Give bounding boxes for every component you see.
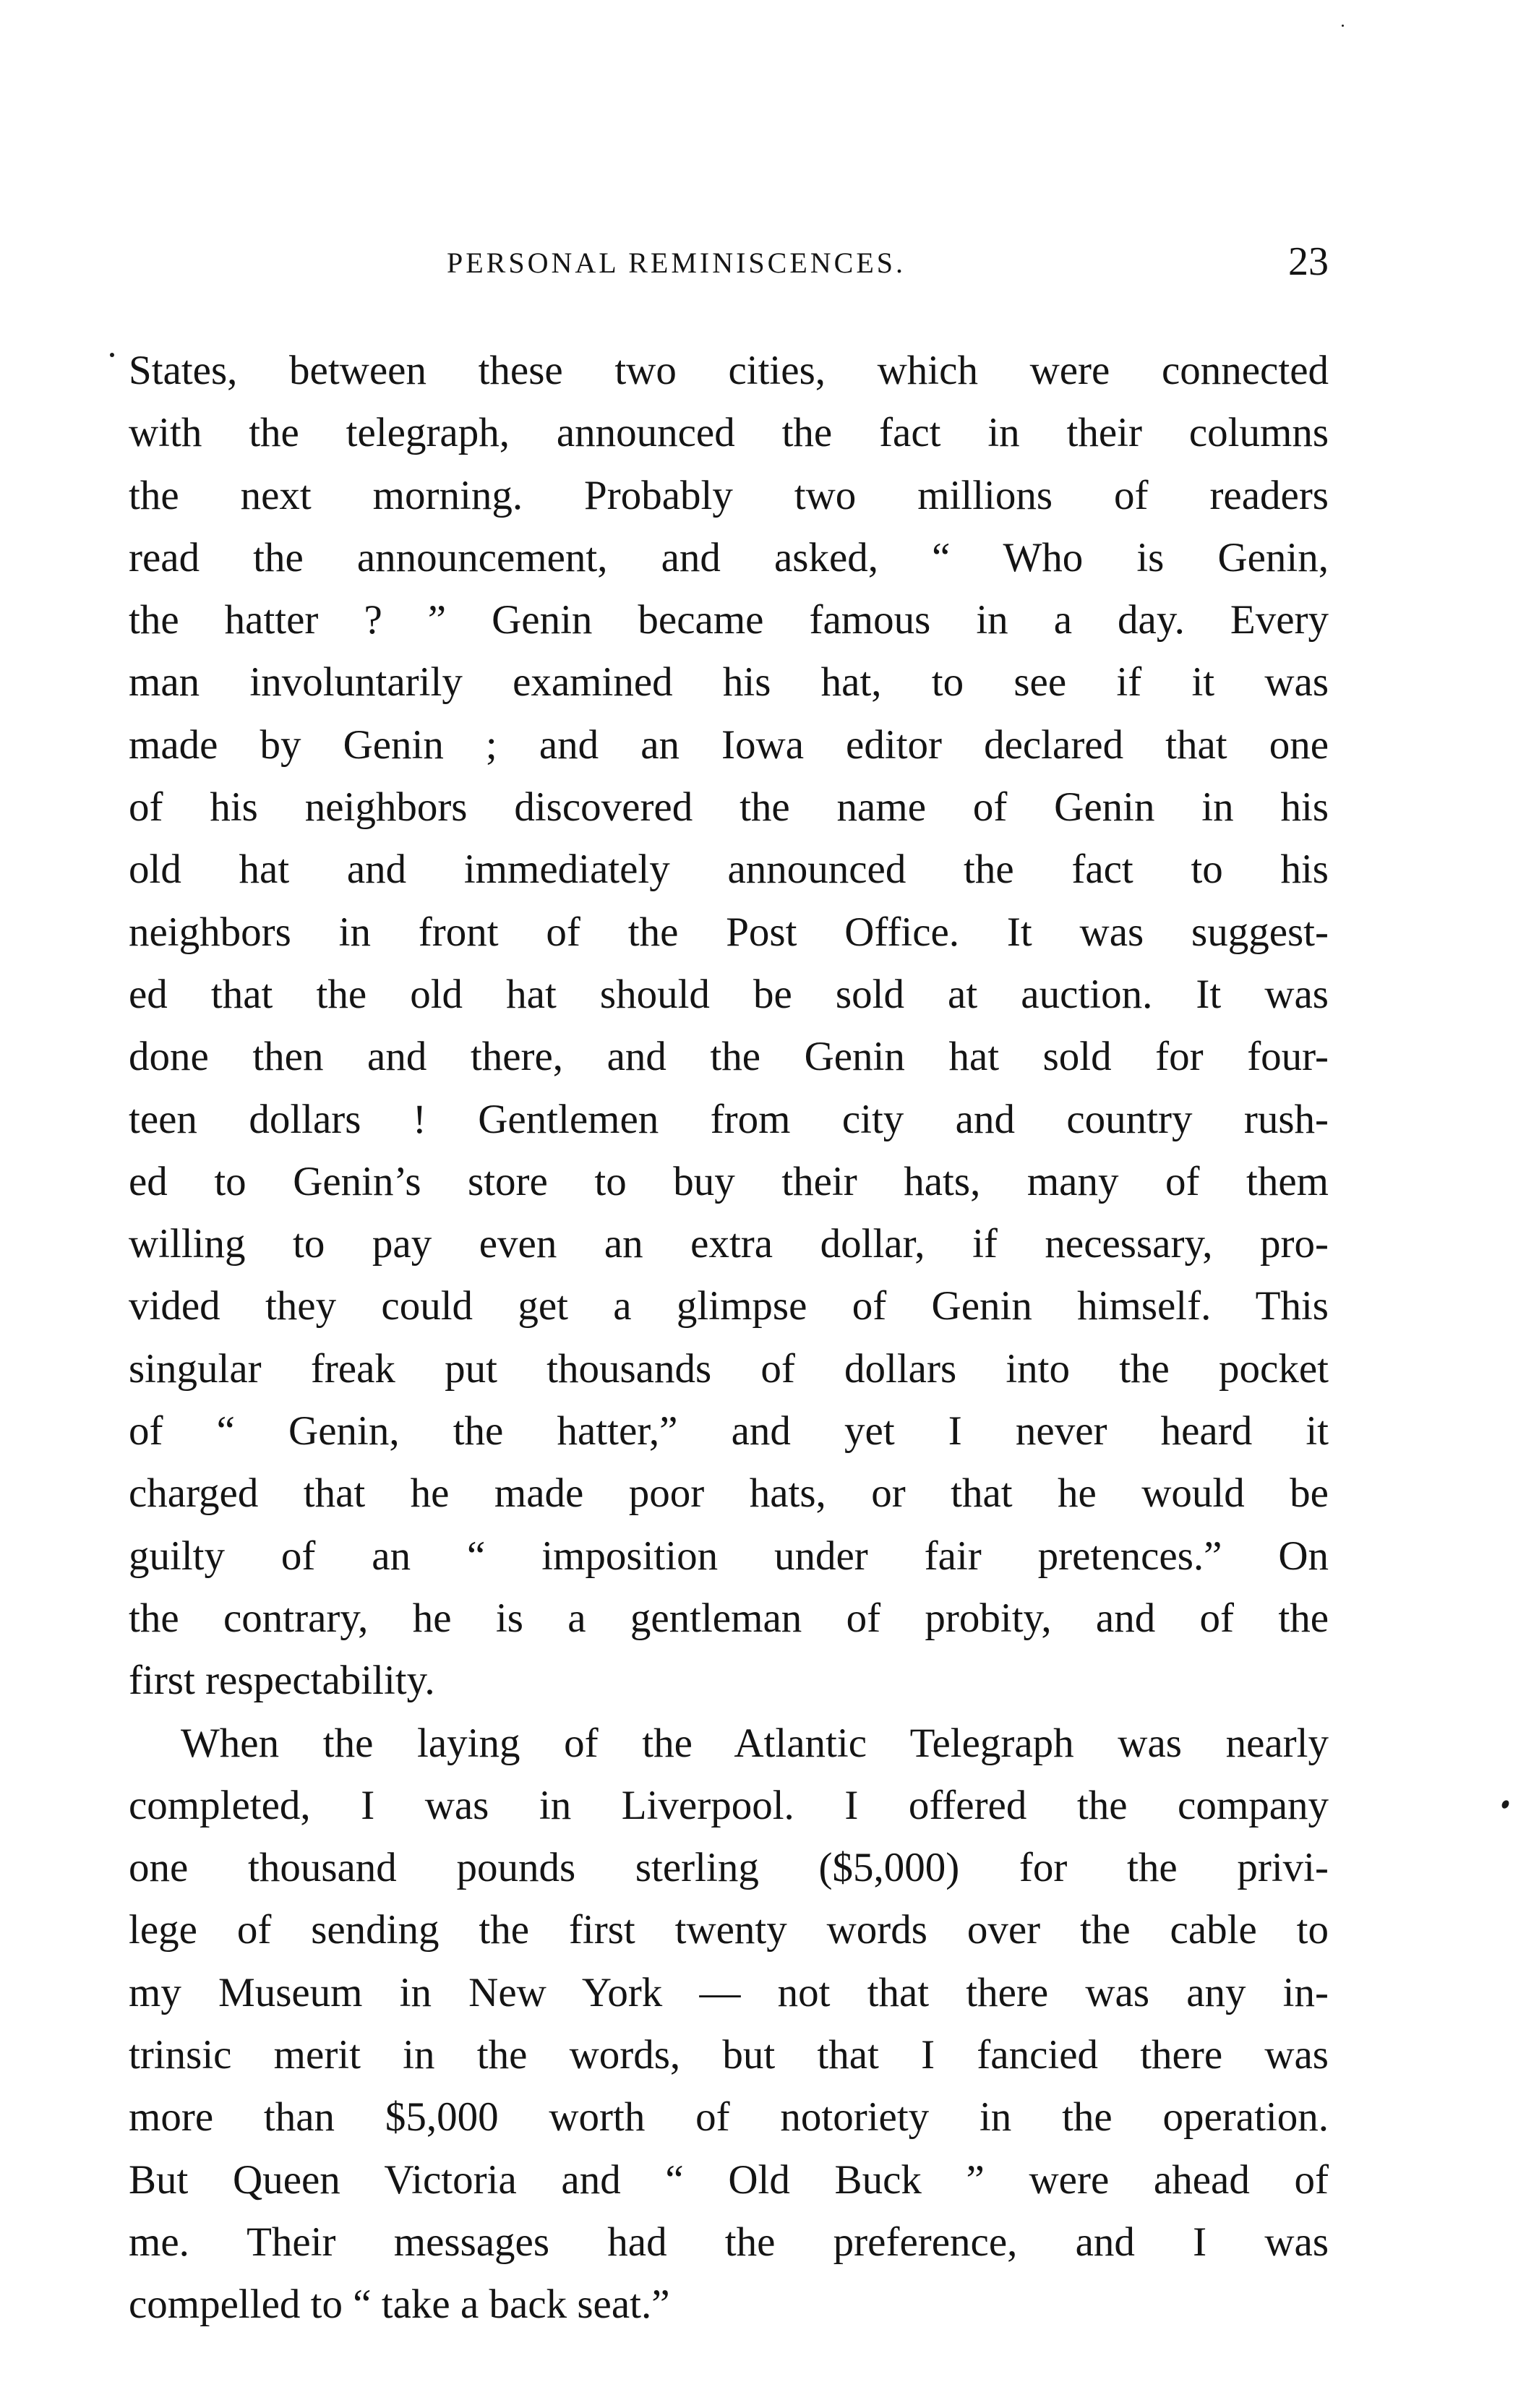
page-number: 23 [1288,239,1329,284]
text-line: the contrary, he is a gentleman of probity, and of the [129,1595,1329,1641]
text-line: lege of sending the first twenty words over the cable to [129,1907,1329,1953]
text-line: made by Genin ; and an Iowa editor declared that one [129,721,1329,768]
text-line: man involuntarily examined his hat, to see if it was [129,659,1329,706]
text-line: vided they could get a glimpse of Genin himself. This [129,1283,1329,1329]
body-text [129,340,1329,2336]
text-line: my Museum in New York — not that there was any in- [129,1969,1329,2015]
text-line: of “ Genin, the hatter,” and yet I never heard it [129,1408,1329,1454]
ink-speck [1501,1799,1511,1810]
text-line: read the announcement, and asked, “ Who is Genin, [129,534,1329,580]
text-line: more than $5,000 worth of notoriety in the operation. [129,2094,1329,2141]
text-line: teen dollars ! Gentlemen from city and country rush- [129,1096,1329,1142]
text-line: with the telegraph, announced the fact in their columns [129,410,1329,456]
text-line: But Queen Victoria and “ Old Buck ” were ahead of [129,2156,1329,2203]
text-line: willing to pay even an extra dollar, if necessary, pro- [129,1221,1329,1267]
text-line: first respectability. [129,1658,435,1704]
text-line: singular freak put thousands of dollars into the pocket [129,1345,1329,1392]
text-line: neighbors in front of the Post Office. It was suggest- [129,909,1329,955]
paragraph-2 [129,1713,1329,2336]
text-line: of his neighbors discovered the name of Genin in his [129,784,1329,831]
text-line: When the laying of the Atlantic Telegraph was nearly [181,1720,1329,1766]
text-line: the next morning. Probably two millions of readers [129,472,1329,518]
text-line: old hat and immediately announced the fact to his [129,847,1329,893]
text-line: trinsic merit in the words, but that I fancied there was [129,2032,1329,2078]
text-line: guilty of an “ imposition under fair pretences.” On [129,1533,1329,1579]
text-line: charged that he made poor hats, or that he would be [129,1470,1329,1517]
ink-speck [110,353,114,357]
text-line: the hatter ? ” Genin became famous in a day. Every [129,597,1329,643]
running-head-title: PERSONAL REMINISCENCES. [447,247,906,279]
text-line: compelled to “ take a back seat.” [129,2281,670,2328]
text-line: completed, I was in Liverpool. I offered the company [129,1782,1329,1828]
text-line: ed to Genin’s store to buy their hats, many of them [129,1158,1329,1204]
text-line: me. Their messages had the preference, and I was [129,2219,1329,2265]
text-line: States, between these two cities, which were connected [129,348,1329,393]
text-line: ed that the old hat should be sold at auction. It was [129,971,1329,1017]
ink-speck [1342,25,1344,27]
paragraph-1 [129,340,1329,1713]
text-line: done then and there, and the Genin hat sold for four- [129,1034,1329,1080]
text-line: one thousand pounds sterling ($5,000) for the privi- [129,1845,1329,1891]
running-head [129,239,1329,296]
